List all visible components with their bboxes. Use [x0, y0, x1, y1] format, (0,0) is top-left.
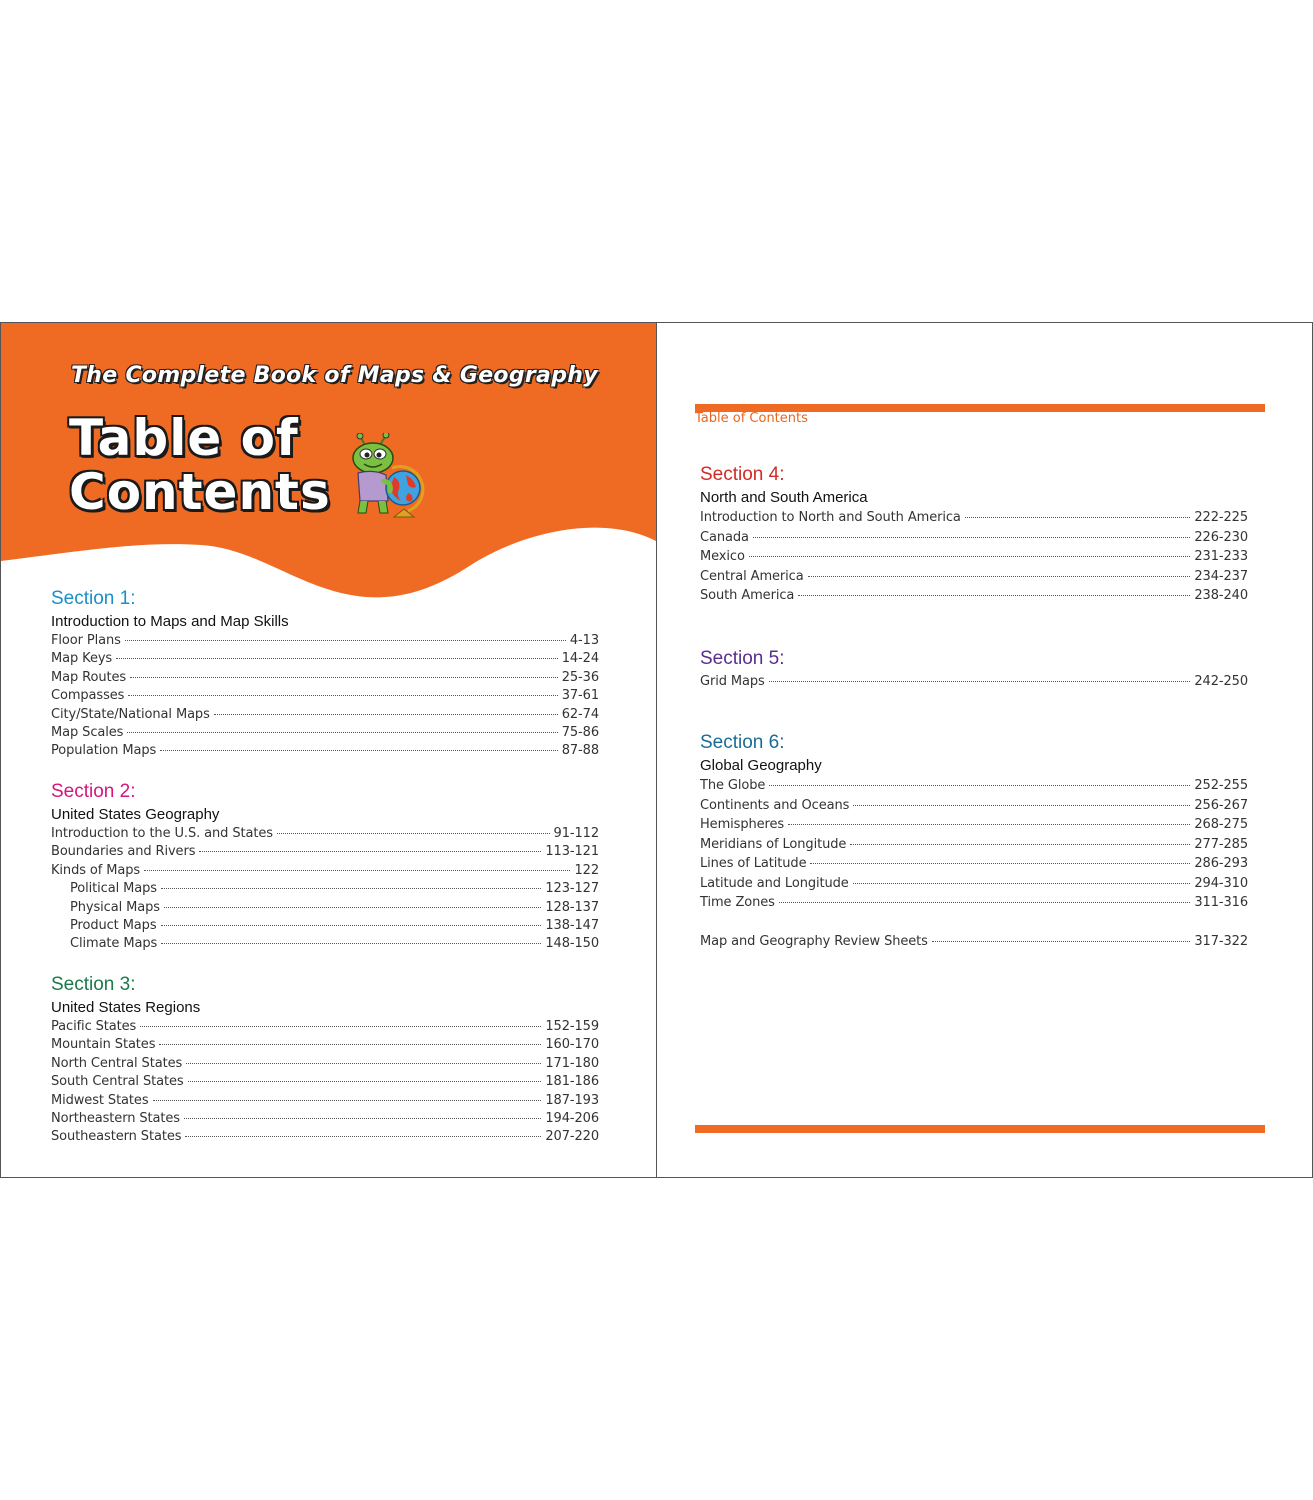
dot-leader	[769, 785, 1190, 786]
toc-entry-map-keys[interactable]	[51, 650, 599, 668]
entry-pages: 268-275	[1194, 817, 1248, 832]
toc-entry-grid-maps[interactable]	[700, 672, 1248, 692]
toc-entry-mexico[interactable]	[700, 547, 1248, 567]
toc-entry-pacific-states[interactable]	[51, 1018, 599, 1036]
entry-pages: 14-24	[561, 651, 599, 667]
entry-pages: 234-237	[1194, 568, 1248, 584]
toc-entry-north-central-states[interactable]	[51, 1055, 599, 1073]
toc-entry-review-sheets[interactable]	[700, 932, 1248, 952]
entry-pages: 294-310	[1194, 875, 1248, 891]
entry-label: Midwest States	[51, 1092, 149, 1108]
entry-label: Southeastern States	[51, 1129, 182, 1145]
dot-leader	[130, 677, 558, 678]
dot-leader	[159, 1044, 541, 1045]
section-heading: Section 5:	[700, 648, 785, 669]
entry-label: Climate Maps	[70, 936, 158, 952]
entry-label: Continents and Oceans	[700, 797, 850, 813]
alien-with-globe-illustration	[346, 433, 426, 519]
dot-leader	[161, 925, 542, 926]
section-heading: Section 6:	[700, 732, 785, 753]
entry-pages: 277-285	[1194, 836, 1248, 852]
toc-entry-lines-latitude[interactable]	[700, 854, 1248, 874]
entry-label: Pacific States	[51, 1019, 137, 1034]
entry-label: The Globe	[700, 778, 766, 793]
entry-label: Product Maps	[70, 918, 157, 934]
toc-entry-kinds-of-maps[interactable]	[51, 862, 599, 880]
dot-leader	[769, 681, 1191, 682]
dot-leader	[199, 851, 541, 852]
entry-pages: 231-233	[1194, 549, 1248, 564]
dot-leader	[125, 640, 566, 641]
section-6	[700, 731, 1248, 952]
entry-pages: 91-112	[553, 826, 599, 841]
entry-pages: 4-13	[569, 633, 599, 648]
entry-label: Time Zones	[700, 895, 775, 910]
section-heading: Section 3:	[51, 974, 136, 995]
toc-entry-south-central-states[interactable]	[51, 1073, 599, 1091]
section-heading: Section 4:	[700, 464, 785, 485]
entry-label: South America	[700, 588, 795, 603]
book-title: The Complete Book of Maps & Geography	[71, 363, 598, 388]
entry-label: Hemispheres	[700, 817, 785, 832]
toc-entry-continents-oceans[interactable]	[700, 796, 1248, 816]
toc-entry-intro-north-south-america[interactable]	[700, 508, 1248, 528]
section-subtitle: United States Regions	[51, 999, 201, 1016]
entry-label: Central America	[700, 568, 804, 584]
entry-pages: 128-137	[545, 899, 599, 915]
entry-pages: 222-225	[1194, 510, 1248, 525]
entry-pages: 171-180	[545, 1055, 599, 1071]
section-heading: Section 2:	[51, 781, 136, 802]
dot-leader	[127, 732, 557, 733]
entry-label: City/State/National Maps	[51, 706, 210, 722]
entry-label: Political Maps	[70, 881, 157, 897]
running-head: Table of Contents	[695, 411, 808, 426]
dot-leader	[277, 833, 550, 834]
dot-leader	[810, 863, 1190, 864]
dot-leader	[161, 943, 541, 944]
dot-leader	[116, 658, 558, 659]
toc-entry-climate-maps[interactable]	[51, 935, 599, 953]
entry-pages: 207-220	[545, 1129, 599, 1145]
toc-entry-boundaries-rivers[interactable]	[51, 843, 599, 861]
section-4	[700, 463, 1248, 606]
entry-pages: 122	[574, 862, 599, 878]
toc-entry-southeastern-states[interactable]	[51, 1128, 599, 1146]
entry-label: Physical Maps	[70, 899, 160, 915]
entry-pages: 194-206	[545, 1111, 599, 1127]
toc-entry-midwest-states[interactable]	[51, 1092, 599, 1110]
toc-entry-map-scales[interactable]	[51, 724, 599, 742]
toc-entry-latitude-longitude[interactable]	[700, 874, 1248, 894]
entry-label: Mexico	[700, 549, 745, 564]
book-spread	[0, 322, 1313, 1178]
dot-leader	[144, 870, 570, 871]
dot-leader	[128, 695, 557, 696]
dot-leader	[164, 907, 541, 908]
entry-pages: 256-267	[1194, 797, 1248, 813]
entry-pages: 286-293	[1194, 856, 1248, 871]
entry-pages: 113-121	[545, 844, 599, 860]
entry-pages: 87-88	[561, 743, 599, 759]
entry-label: Latitude and Longitude	[700, 875, 849, 891]
dot-leader	[788, 824, 1190, 825]
toc-entry-physical-maps[interactable]	[51, 899, 599, 917]
dot-leader	[161, 888, 541, 889]
entry-pages: 37-61	[561, 688, 599, 704]
entry-pages: 181-186	[545, 1074, 599, 1090]
toc-entry-hemispheres[interactable]	[700, 815, 1248, 835]
dot-leader	[965, 517, 1191, 518]
dot-leader	[753, 537, 1191, 538]
dot-leader	[153, 1100, 542, 1101]
toc-entry-mountain-states[interactable]	[51, 1036, 599, 1054]
entry-pages: 152-159	[545, 1019, 599, 1034]
entry-label: Lines of Latitude	[700, 856, 807, 871]
section-1	[51, 587, 599, 761]
entry-pages: 226-230	[1194, 529, 1248, 545]
entry-pages: 238-240	[1194, 588, 1248, 603]
dot-leader	[853, 805, 1190, 806]
entry-pages: 252-255	[1194, 778, 1248, 793]
dot-leader	[853, 883, 1191, 884]
toc-entry-the-globe[interactable]	[700, 776, 1248, 796]
toc-entry-political-maps[interactable]	[51, 880, 599, 898]
entry-label: Kinds of Maps	[51, 862, 141, 878]
toc-entry-floor-plans[interactable]	[51, 632, 599, 650]
toc-entry-northeastern-states[interactable]	[51, 1110, 599, 1128]
toc-entry-population-maps[interactable]	[51, 742, 599, 760]
entry-label: Map Routes	[51, 669, 127, 685]
dot-leader	[850, 844, 1190, 845]
toc-entry-meridians-longitude[interactable]	[700, 835, 1248, 855]
dot-leader	[188, 1081, 542, 1082]
entry-label: Map and Geography Review Sheets	[700, 934, 928, 949]
entry-pages: 242-250	[1194, 674, 1248, 689]
dot-leader	[214, 714, 558, 715]
entry-pages: 62-74	[561, 706, 599, 722]
toc-entry-south-america[interactable]	[700, 586, 1248, 606]
bottom-rule	[695, 1125, 1265, 1133]
entry-label: Boundaries and Rivers	[51, 844, 196, 860]
entry-label: Grid Maps	[700, 674, 765, 689]
page-title-line1: Table of	[69, 409, 299, 467]
entry-pages: 75-86	[561, 725, 599, 741]
entry-label: Population Maps	[51, 743, 157, 759]
entry-pages: 25-36	[561, 669, 599, 685]
section-subtitle: Introduction to Maps and Map Skills	[51, 613, 289, 630]
page-title	[69, 411, 349, 519]
toc-entry-time-zones[interactable]	[700, 893, 1248, 913]
entry-label: North Central States	[51, 1055, 183, 1071]
section-2	[51, 780, 599, 954]
dot-leader	[932, 941, 1191, 942]
toc-entry-canada[interactable]	[700, 528, 1248, 548]
entry-pages: 187-193	[545, 1092, 599, 1108]
entry-label: Map Keys	[51, 651, 113, 667]
section-heading: Section 1:	[51, 588, 136, 609]
entry-label: Compasses	[51, 688, 125, 704]
section-subtitle: Global Geography	[700, 757, 822, 774]
dot-leader	[808, 576, 1191, 577]
dot-leader	[140, 1026, 541, 1027]
section-subtitle: North and South America	[700, 489, 868, 506]
entry-label: Map Scales	[51, 725, 124, 741]
dot-leader	[160, 750, 558, 751]
entry-pages: 138-147	[545, 918, 599, 934]
dot-leader	[186, 1063, 541, 1064]
right-page	[657, 323, 1312, 1177]
entry-label: Introduction to the U.S. and States	[51, 826, 273, 841]
dot-leader	[749, 556, 1191, 557]
entry-label: Mountain States	[51, 1037, 156, 1053]
entry-label: Northeastern States	[51, 1111, 180, 1127]
entry-pages: 160-170	[545, 1037, 599, 1053]
entry-label: Introduction to North and South America	[700, 510, 961, 525]
entry-pages: 148-150	[545, 936, 599, 952]
section-5	[700, 647, 1248, 692]
toc-entry-central-america[interactable]	[700, 567, 1248, 587]
dot-leader	[184, 1118, 541, 1119]
toc-entry-compasses[interactable]	[51, 687, 599, 705]
dot-leader	[798, 595, 1190, 596]
entry-pages: 311-316	[1194, 895, 1248, 910]
page-title-line2: Contents	[69, 463, 331, 521]
toc-entry-city-state-national-maps[interactable]	[51, 706, 599, 724]
dot-leader	[185, 1136, 541, 1137]
toc-entry-map-routes[interactable]	[51, 669, 599, 687]
toc-entry-intro-us-states[interactable]	[51, 825, 599, 843]
section-subtitle: United States Geography	[51, 806, 220, 823]
entry-label: Meridians of Longitude	[700, 836, 847, 852]
entry-label: Canada	[700, 529, 749, 545]
entry-label: Floor Plans	[51, 633, 121, 648]
entry-label: South Central States	[51, 1074, 184, 1090]
entry-pages: 123-127	[545, 881, 599, 897]
dot-leader	[779, 902, 1191, 903]
toc-entry-product-maps[interactable]	[51, 917, 599, 935]
section-3	[51, 973, 599, 1147]
entry-pages: 317-322	[1194, 934, 1248, 949]
left-page	[1, 323, 656, 1177]
